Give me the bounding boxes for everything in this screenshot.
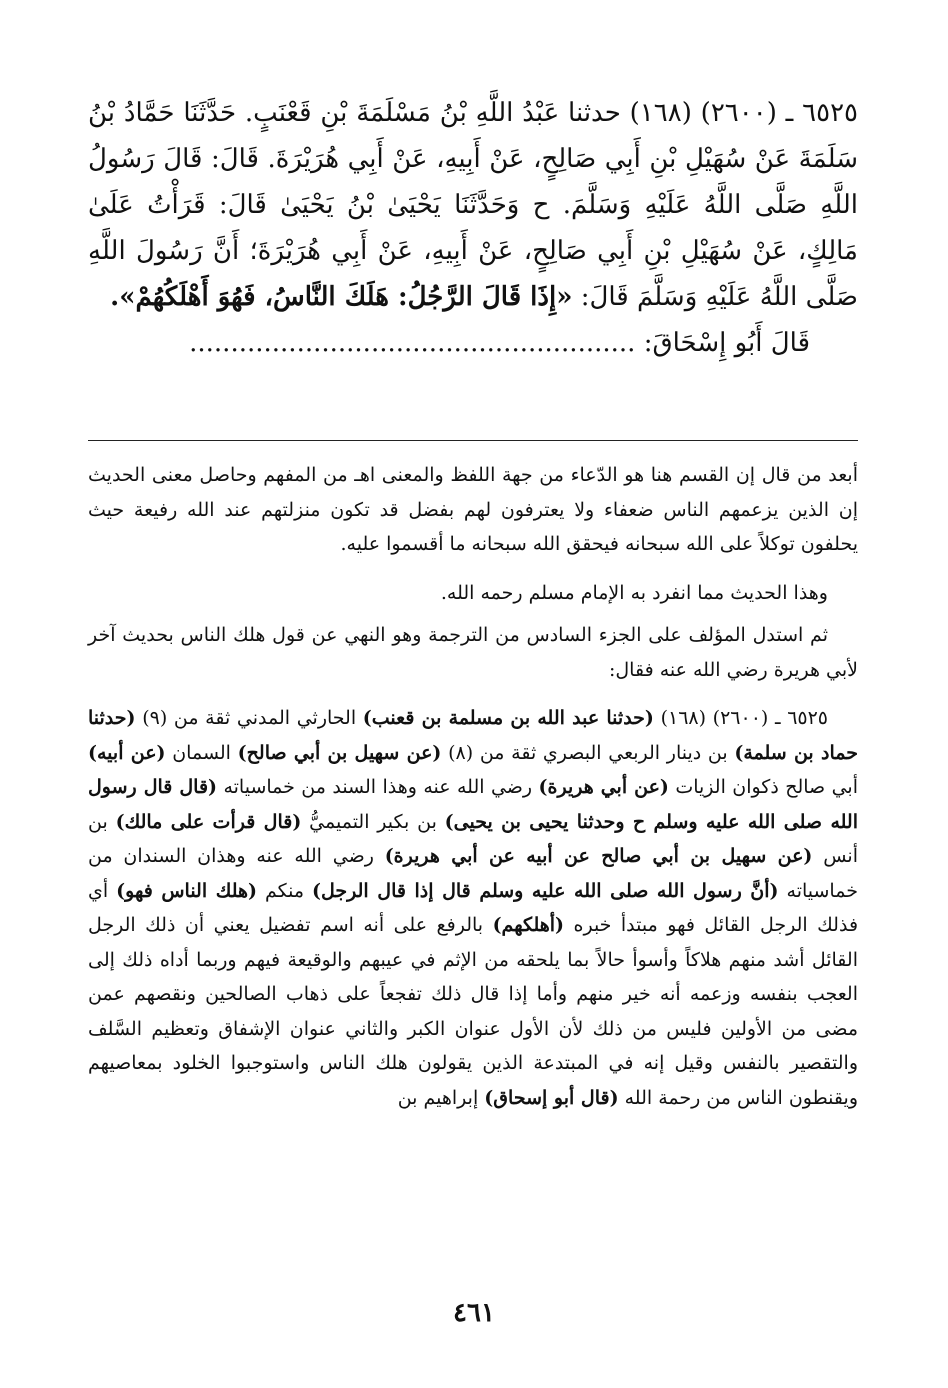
bold-segment: (أنَّ رسول الله صلى الله عليه وسلم قال إذا قال الرجل) — [312, 879, 779, 902]
hadith-text — [88, 90, 858, 320]
abu-ishaq-line — [88, 320, 810, 366]
text-segment: رضي الله عنه وهذا السند من خماسياته — [223, 776, 533, 798]
commentary-paragraph-1: أبعد من قال إن القسم هنا هو الدّعاء من جهة اللفظ والمعنى اهـ من المفهم وحاصل معنى الحديث إن الذين يزعمهم الناس ضعفاء ولا يعترفون لهم بفضل قد تكون منزلتهم عند الله رفيعة حيث يحلفون توكلاً على الله سبحانه فيحقق الله سبحانه ما أقسموا عليه. — [88, 464, 858, 555]
text-segment: بالرفع على أنه اسم تفضيل يعني أن ذلك الرجل القائل أشد منهم هلاكاً وأسوأ حالاً بما يلحقه من الإثم في عيبهم والوقيعة فيهم وربما أداه ذلك إلى العجب بنفسه وزعمه أنه خير منهم وأما إذا قال ذلك تفجعاً على ذهاب الصالحين ونقصهم عمن مضى من الأولين فليس من ذلك لأن الأول عنوان الكبر والثاني عنوان الإشفاق وتعظيم السَّلف والتقصير بالنفس وقيل إنه في المبتدعة الذين يقولون هلك الناس واستوجبوا الخلود بمعاصيهم ويقنطون الناس من رحمة الله — [88, 914, 858, 1109]
footnote-divider — [88, 440, 858, 441]
bold-segment: (عن أبيه) — [88, 741, 166, 764]
commentary-paragraph-2: وهذا الحديث مما انفرد به الإمام مسلم رحمه الله. — [440, 581, 828, 604]
bold-segment: (عن سهيل بن أبي صالح) — [237, 741, 442, 764]
text-segment: منكم — [264, 879, 305, 902]
commentary — [88, 458, 858, 1129]
text-segment: رضي الله عنه وهذان السندان من خماسياته — [88, 845, 858, 902]
text-segment: الحارثي المدني ثقة من (٩) — [142, 707, 357, 729]
text-segment: بن دينار الربعي البصري ثقة من (٨) — [448, 741, 728, 764]
text-segment: أي فذلك الرجل القائل فهو مبتدأ خبره — [88, 879, 859, 936]
commentary-paragraph-4 — [88, 701, 858, 1115]
hadith-block — [88, 90, 858, 366]
bold-segment: (حدثنا حماد بن سلمة) — [88, 707, 858, 764]
hadith-quote: «إِذَا قَالَ الرَّجُلُ: هَلَكَ النَّاسُ، فَهُوَ أَهْلَكُهُمْ». — [110, 282, 573, 312]
commentary-paragraph-3: ثم استدل المؤلف على الجزء السادس من الترجمة وهو النهي عن قول هلك الناس بحديث آخر لأبي هريرة رضي الله عنه فقال: — [88, 624, 858, 681]
text-segment: السمان — [172, 741, 231, 764]
text-segment: بن بكير التميميُّ — [309, 810, 437, 833]
hadith-isnad: ٦٥٢٥ ـ (٢٦٠٠) (١٦٨) حدثنا عَبْدُ اللَّهِ بْنُ مَسْلَمَةَ بْنِ قَعْنَبٍ. حَدَّثَنَا حَمَّادُ بْنُ سَلَمَةَ عَنْ سُهَيْلِ بْنِ أَبِي صَالِحٍ، عَنْ أَبِيهِ، عَنْ أَبِي هُرَيْرَةَ. قَالَ: قَالَ رَسُولُ اللَّهِ صَلَّى اللَّهُ عَلَيْهِ وَسَلَّمَ. ح وَحَدَّثَنَا يَحْيَىٰ بْنُ يَحْيَىٰ قَالَ: قَرَأْتُ عَلَىٰ مَالِكٍ، عَنْ سُهَيْلِ بْنِ أَبِي صَالِحٍ، عَنْ أَبِيهِ، عَنْ أَبِي هُرَيْرَةَ؛ أَنَّ رَسُولَ اللَّهِ صَلَّى اللَّهُ عَلَيْهِ وَسَلَّمَ قَالَ: — [88, 98, 859, 312]
abu-ishaq-label: قَالَ أَبُو إِسْحَاقَ: — [643, 328, 810, 358]
bold-segment: (عن سهيل بن أبي صالح عن أبيه عن أبي هريرة) — [384, 845, 813, 867]
bold-segment: (قال قرأت على مالك) — [115, 810, 302, 833]
bold-segment: (أهلكهم) — [492, 914, 565, 936]
text-segment: بن أنس — [88, 810, 858, 867]
ellipsis-dots: ...................................................... — [189, 328, 636, 358]
text-segment: إبراهيم بن — [397, 1086, 479, 1109]
bold-segment: (قال قال رسول الله صلى الله عليه وسلم ح وحدثنا يحيى بن يحيى) — [88, 776, 858, 833]
bold-segment: (هلك الناس فهو) — [116, 879, 257, 902]
page-number: ٤٦١ — [453, 1298, 495, 1328]
bold-segment: (عن أبي هريرة) — [538, 776, 669, 798]
bold-segment: (قال أبو إسحاق) — [484, 1086, 619, 1109]
bold-segment: (حدثنا عبد الله بن مسلمة بن قعنب) — [362, 707, 654, 729]
text-segment: ٦٥٢٥ ـ (٢٦٠٠) (١٦٨) — [660, 707, 829, 729]
text-segment: أبي صالح ذكوان الزيات — [675, 776, 858, 798]
